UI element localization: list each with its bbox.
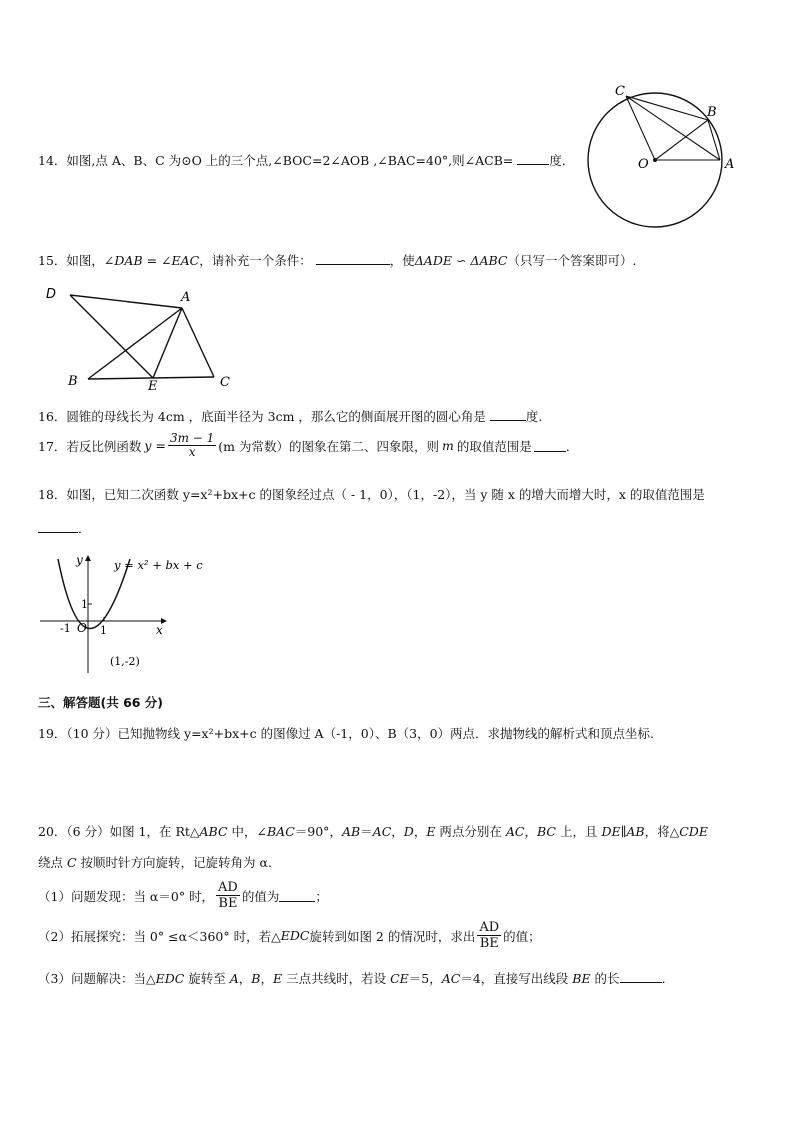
triangle-figure [40,282,240,392]
y-axis-label: y [76,553,83,567]
label-b: B [68,374,78,389]
tick-label-y-one: 1 [81,598,88,611]
question-text: 的取值范围是 [456,438,532,454]
question-text: ， [260,971,273,986]
parabola-graph [36,548,216,678]
label-e: E [148,379,158,392]
math-var: AC [441,971,461,986]
question-text: （6 分）如图 1，在 Rt△ [66,824,200,839]
question-number: 17． [38,438,67,454]
question-20-part-3 [38,969,666,987]
question-text: ，请补充一个条件： [199,253,312,268]
label-c: C [220,375,230,390]
question-text: 绕点 [38,855,67,870]
question-16 [38,407,542,425]
question-text: （10 分）已知抛物线 y=x²+bx+c 的图像过 A（-1，0）、B（3，0）两点．求抛物线的解析式和顶点坐标. [66,726,655,741]
question-17 [38,432,578,459]
question-text: ＝ [360,824,373,839]
answer-blank[interactable] [534,439,566,452]
math-var: ABC [199,824,228,839]
tick-label-x-one: 1 [100,624,107,637]
question-text: ； [315,888,328,904]
vertex-label: (1,-2) [110,655,140,668]
math-var: AC [505,824,525,839]
question-text: ， [391,824,404,839]
given-condition: ∠DAB = ∠EAC [103,253,200,268]
question-text: ，使 [389,253,415,268]
question-text-end: （只写一个答案即可）. [507,253,637,268]
question-number: 19． [38,726,67,741]
fraction-denominator: BE [218,896,238,911]
ratio-fraction [477,920,501,951]
question-number: 20． [38,824,67,839]
question-text: ， [524,824,538,839]
question-text: ，将△ [644,824,680,839]
question-text: 中，∠ [227,824,267,839]
question-18-blank-line [38,519,91,537]
fraction-numerator: AD [218,880,238,895]
question-19 [38,724,654,742]
question-20-part-2 [38,920,541,951]
answer-blank[interactable] [490,408,526,421]
math-var: E [273,971,283,986]
question-text: ＝4，直接写出线段 [460,971,573,986]
question-14 [38,151,574,169]
label-d: D [46,287,57,302]
question-text: 如图， [66,253,104,268]
math-var: BAC [267,824,295,839]
math-var: CDE [679,824,708,839]
answer-blank[interactable] [316,252,390,265]
label-c: C [615,84,625,99]
question-text: 三点共线时，若设 [282,971,391,986]
math-var: EDC [280,928,310,943]
answer-blank[interactable] [38,520,78,533]
question-number: 15． [38,253,67,268]
question-20-part-1 [38,880,328,911]
question-text: 旋转到如图 2 的情况时，求出 [309,928,476,944]
question-text: ， [413,824,427,839]
question-text: 如图，已知二次函数 y=x²+bx+c 的图象经过点（ - 1，0），（1，-2），当 y 随 x 的增大而增大时，x 的取值范围是 [66,487,705,502]
math-var: EDC [155,971,185,986]
question-15 [38,251,636,269]
tick-label-neg-one: -1 [60,622,71,635]
label-o: O [638,157,649,172]
question-text: 的长 [590,971,620,986]
x-axis-label: x [156,623,163,637]
circle-figure [580,82,740,232]
question-text: ＝5， [408,971,442,986]
question-text-end: 度． [549,153,575,168]
fraction-numerator: AD [479,920,500,935]
label-b: B [707,105,717,120]
question-text: （2）拓展探究：当 0° ≤α＜360° 时，若△ [38,928,281,944]
origin-label: O [77,621,87,635]
math-var: AB [341,824,361,839]
question-text: 上，且 [556,824,602,839]
question-text: 若反比例函数 [66,438,142,454]
answer-blank[interactable] [517,152,549,165]
question-text: 圆锥的母线长为 4cm ，底面半径为 3cm ，那么它的侧面展开图的圆心角是 [66,409,486,424]
question-text: 两点分别在 [435,824,506,839]
question-20-line-2 [38,853,272,871]
question-text: ＝90°， [294,824,342,839]
question-18 [38,485,705,503]
question-text-end: ． [78,521,91,536]
fraction-denominator: BE [479,936,499,951]
question-number: 18． [38,487,67,502]
question-text: 的值为 [241,888,280,904]
triangle-ade: ΔADE [414,253,452,268]
fraction-denominator: x [188,445,196,459]
answer-blank[interactable] [620,970,662,983]
similar-symbol: ∽ [455,253,467,268]
variable-m: m [442,438,454,453]
question-number: 14． [38,153,67,168]
answer-blank[interactable] [279,889,315,902]
math-var: C [66,855,77,870]
question-text: 按顺时针方向旋转，记旋转角为 α. [76,855,272,870]
math-var: CE [390,971,409,986]
label-a: A [181,290,191,305]
question-number: 16． [38,409,67,424]
question-text: ， [238,971,252,986]
math-var: A [229,971,239,986]
fraction-numerator: 3m − 1 [169,431,215,445]
question-text: 如图,点 A、B、C 为⊙O 上的三个点,∠BOC=2∠AOB ,∠BAC=40°,则∠ACB= [66,153,514,168]
math-var: DE [601,824,621,839]
question-text: 旋转至 [184,971,230,986]
question-text: (m 为常数）的图象在第二、四象限，则 [218,438,439,454]
question-text: 的值； [503,928,541,944]
question-text-end: 度. [525,409,543,424]
math-var: BE [572,971,591,986]
question-text: （3）问题解决：当△ [38,971,156,986]
math-var: E [426,824,436,839]
math-var: D [403,824,414,839]
math-var: BC [537,824,556,839]
function-fraction [168,432,216,459]
section-heading: 三、解答题(共 66 分) [38,695,164,710]
math-var: AB [626,824,645,839]
function-lhs: y = [144,438,166,453]
math-var: B [251,971,261,986]
question-text: ∥ [620,824,627,839]
triangle-abc: ΔABC [470,253,508,268]
question-text: . [661,971,666,986]
label-a: A [725,157,735,172]
ratio-fraction [216,880,240,911]
question-text: （1）问题发现：当 α＝0° 时， [38,888,215,904]
question-text-end: ． [565,438,579,454]
math-var: AC [372,824,392,839]
function-label: y = x² + bx + c [114,558,203,572]
question-20-line-1 [38,822,708,840]
